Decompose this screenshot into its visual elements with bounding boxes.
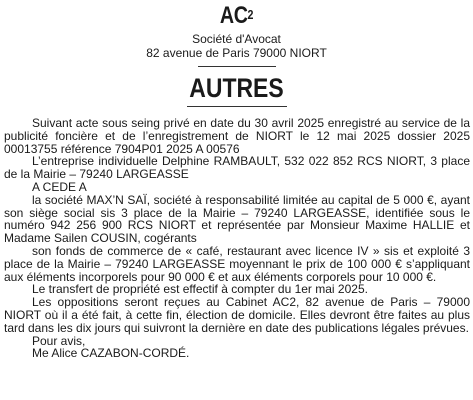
paragraph-transfer: Le transfert de propriété est effectif à compter du 1er mai 2025. [32, 282, 368, 297]
firm-logo-text: AC [219, 2, 248, 29]
divider [198, 66, 276, 67]
notice-header [0, 4, 473, 107]
firm-logo-superscript: 2 [247, 7, 254, 22]
paragraph-seller: L’entreprise individuelle Delphine RAMBAULT, 532 022 852 RCS NIORT, 3 place de la Mairie – 79240 LARGEASSE [4, 154, 470, 182]
firm-logo [43, 4, 431, 28]
firm-subtitle: Société d'Avocat [192, 32, 281, 46]
paragraph-cede: A CEDE A [32, 179, 87, 194]
paragraph-signature: Me Alice CAZABON-CORDÉ. [32, 346, 190, 361]
section-title: AUTRES [189, 73, 284, 103]
paragraph-deed: Suivant acte sous seing privé en date du 30 avril 2025 enregistré au service de la publicité foncière et de l’enregistrement de NIORT le 12 mai 2025 dossier 2025 00013755 référence 7904P01 2025 A 00576 [4, 116, 470, 156]
paragraph-buyer: la société MAX’N SAÏ, société à responsabilité limitée au capital de 5 000 €, ayant son siège social sis 3 place de la Mairie – 79240 LARGEASSE, identifiée sous le numéro 942 256 900 RCS NIORT et représentée par Monsieur Maxime HALLIE et Madame Sailen COUSIN, cogérants [4, 192, 470, 246]
notice-body [4, 117, 470, 360]
paragraph-oppositions: Les oppositions seront reçues au Cabinet AC2, 82 avenue de Paris – 79000 NIORT où il a été fait, à cette fin, élection de domicile. Elles devront être faites au plus tard dans les dix jours qui suivront la dernière en date des publications légales prévues. [4, 295, 470, 335]
paragraph-pour-avis: Pour avis, [32, 333, 86, 348]
firm-address: 82 avenue de Paris 79000 NIORT [146, 46, 327, 60]
paragraph-business: son fonds de commerce de « café, restaurant avec licence IV » sis et exploité 3 place de la Mairie – 79240 LARGEASSE moyennant le prix de 100 000 € s’appliquant aux éléments incorporels pour 90 000 € et aux éléments corporels pour 10 000 €. [4, 243, 470, 284]
divider [187, 106, 287, 107]
